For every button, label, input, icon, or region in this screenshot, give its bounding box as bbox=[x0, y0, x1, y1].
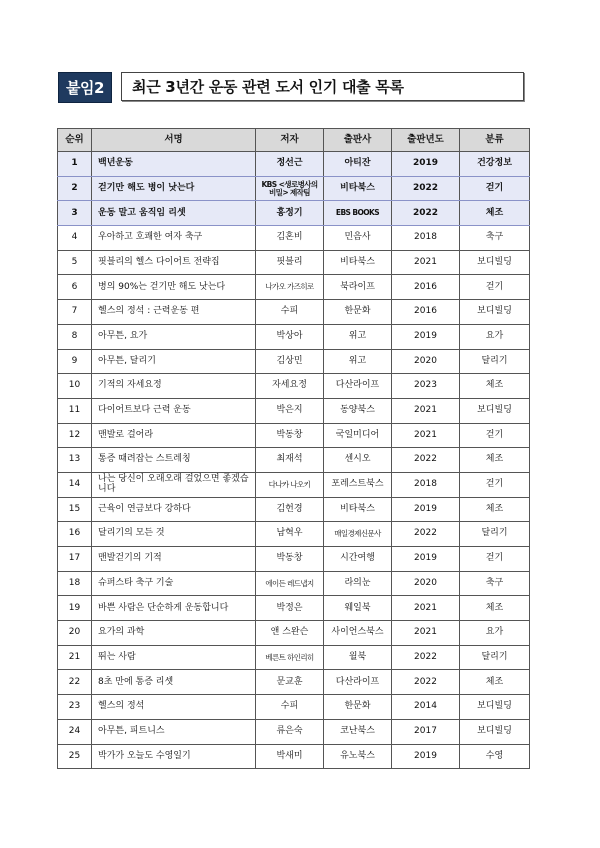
cell-publisher: 사이언스북스 bbox=[324, 621, 392, 646]
cell-title: 요가의 과학 bbox=[92, 621, 256, 646]
cell-year: 2019 bbox=[392, 324, 460, 349]
table-row bbox=[58, 300, 530, 325]
cell-publisher: 비타북스 bbox=[324, 250, 392, 275]
table-row bbox=[58, 744, 530, 769]
cell-author: 박동창 bbox=[256, 423, 324, 448]
attachment-badge: 붙임2 bbox=[58, 72, 112, 103]
cell-rank: 20 bbox=[58, 621, 92, 646]
cell-publisher: 라의눈 bbox=[324, 571, 392, 596]
cell-category: 보디빌딩 bbox=[460, 695, 530, 720]
cell-publisher: 비타북스 bbox=[324, 176, 392, 201]
cell-publisher: 아티잔 bbox=[324, 152, 392, 177]
cell-rank: 6 bbox=[58, 275, 92, 300]
cell-year: 2022 bbox=[392, 176, 460, 201]
table-row bbox=[58, 621, 530, 646]
cell-title: 백년운동 bbox=[92, 152, 256, 177]
cell-rank: 25 bbox=[58, 744, 92, 769]
cell-author: 박정은 bbox=[256, 596, 324, 621]
cell-category: 걷기 bbox=[460, 547, 530, 572]
cell-rank: 12 bbox=[58, 423, 92, 448]
cell-author: 다나카 나오키 bbox=[256, 472, 324, 497]
cell-rank: 7 bbox=[58, 300, 92, 325]
cell-rank: 10 bbox=[58, 374, 92, 399]
cell-category: 건강정보 bbox=[460, 152, 530, 177]
table-row bbox=[58, 374, 530, 399]
cell-publisher: 동양북스 bbox=[324, 398, 392, 423]
cell-year: 2016 bbox=[392, 300, 460, 325]
cell-year: 2021 bbox=[392, 250, 460, 275]
cell-author: 자세요정 bbox=[256, 374, 324, 399]
cell-rank: 17 bbox=[58, 547, 92, 572]
table-row bbox=[58, 201, 530, 226]
cell-rank: 11 bbox=[58, 398, 92, 423]
col-header-rank: 순위 bbox=[58, 129, 92, 152]
cell-category: 체조 bbox=[460, 201, 530, 226]
cell-year: 2016 bbox=[392, 275, 460, 300]
cell-rank: 22 bbox=[58, 670, 92, 695]
cell-author: 나가오 가즈히로 bbox=[256, 275, 324, 300]
cell-category: 체조 bbox=[460, 448, 530, 473]
cell-publisher: 시간여행 bbox=[324, 547, 392, 572]
cell-year: 2022 bbox=[392, 670, 460, 695]
cell-title: 뛰는 사람 bbox=[92, 645, 256, 670]
cell-publisher: 민음사 bbox=[324, 226, 392, 251]
cell-category: 체조 bbox=[460, 596, 530, 621]
table-row bbox=[58, 695, 530, 720]
cell-category: 보디빌딩 bbox=[460, 398, 530, 423]
cell-publisher: 유노북스 bbox=[324, 744, 392, 769]
cell-category: 달리기 bbox=[460, 645, 530, 670]
cell-category: 축구 bbox=[460, 571, 530, 596]
cell-author: 김상민 bbox=[256, 349, 324, 374]
table-row bbox=[58, 275, 530, 300]
cell-rank: 16 bbox=[58, 522, 92, 547]
table-row bbox=[58, 645, 530, 670]
cell-title: 박가가 오늘도 수영일기 bbox=[92, 744, 256, 769]
col-header-category: 분류 bbox=[460, 129, 530, 152]
cell-rank: 18 bbox=[58, 571, 92, 596]
col-header-author: 저자 bbox=[256, 129, 324, 152]
cell-publisher: 포레스트북스 bbox=[324, 472, 392, 497]
cell-title: 통증 때려잡는 스트레칭 bbox=[92, 448, 256, 473]
cell-publisher: 웨일북 bbox=[324, 596, 392, 621]
cell-year: 2018 bbox=[392, 226, 460, 251]
cell-year: 2017 bbox=[392, 719, 460, 744]
cell-author: 문교훈 bbox=[256, 670, 324, 695]
cell-publisher: 비타북스 bbox=[324, 497, 392, 522]
cell-rank: 9 bbox=[58, 349, 92, 374]
cell-publisher: 북라이프 bbox=[324, 275, 392, 300]
cell-title: 우아하고 호쾌한 여자 축구 bbox=[92, 226, 256, 251]
cell-publisher: 다산라이프 bbox=[324, 374, 392, 399]
cell-title: 아무튼, 달리기 bbox=[92, 349, 256, 374]
cell-year: 2021 bbox=[392, 423, 460, 448]
cell-author: 수피 bbox=[256, 300, 324, 325]
cell-category: 체조 bbox=[460, 670, 530, 695]
cell-year: 2020 bbox=[392, 349, 460, 374]
cell-author: 류은숙 bbox=[256, 719, 324, 744]
table-row bbox=[58, 324, 530, 349]
table-row bbox=[58, 472, 530, 497]
table-row bbox=[58, 547, 530, 572]
cell-year: 2021 bbox=[392, 596, 460, 621]
table-header-row bbox=[58, 129, 530, 152]
cell-author: 박새미 bbox=[256, 744, 324, 769]
cell-title: 아무튼, 피트니스 bbox=[92, 719, 256, 744]
cell-category: 체조 bbox=[460, 374, 530, 399]
cell-title: 다이어트보다 근력 운동 bbox=[92, 398, 256, 423]
table-row bbox=[58, 670, 530, 695]
cell-title: 8초 만에 통증 리셋 bbox=[92, 670, 256, 695]
cell-author: 김헌경 bbox=[256, 497, 324, 522]
cell-author: 수피 bbox=[256, 695, 324, 720]
cell-publisher: 윌북 bbox=[324, 645, 392, 670]
cell-rank: 13 bbox=[58, 448, 92, 473]
cell-author: 정선근 bbox=[256, 152, 324, 177]
cell-year: 2018 bbox=[392, 472, 460, 497]
cell-title: 맨발걷기의 기적 bbox=[92, 547, 256, 572]
book-table bbox=[57, 128, 530, 769]
cell-author: 박동창 bbox=[256, 547, 324, 572]
cell-author: 홍정기 bbox=[256, 201, 324, 226]
cell-title: 나는 당신이 오래오래 걸었으면 좋겠습니다 bbox=[92, 472, 256, 497]
cell-publisher: 매일경제신문사 bbox=[324, 522, 392, 547]
cell-title: 근육이 연금보다 강하다 bbox=[92, 497, 256, 522]
cell-author: 베른트 하인리히 bbox=[256, 645, 324, 670]
cell-category: 요가 bbox=[460, 621, 530, 646]
cell-author: 에이든 레드냅지 bbox=[256, 571, 324, 596]
cell-category: 걷기 bbox=[460, 423, 530, 448]
table-row bbox=[58, 571, 530, 596]
table-row bbox=[58, 719, 530, 744]
cell-rank: 8 bbox=[58, 324, 92, 349]
col-header-publisher: 출판사 bbox=[324, 129, 392, 152]
col-header-title: 서명 bbox=[92, 129, 256, 152]
cell-title: 달리기의 모든 것 bbox=[92, 522, 256, 547]
cell-category: 달리기 bbox=[460, 349, 530, 374]
page-title: 최근 3년간 운동 관련 도서 인기 대출 목록 bbox=[121, 72, 524, 101]
cell-publisher: 다산라이프 bbox=[324, 670, 392, 695]
table-row bbox=[58, 596, 530, 621]
cell-publisher: 위고 bbox=[324, 324, 392, 349]
cell-title: 병의 90%는 걷기만 해도 낫는다 bbox=[92, 275, 256, 300]
cell-publisher: 국일미디어 bbox=[324, 423, 392, 448]
cell-title: 맨발로 걸어라 bbox=[92, 423, 256, 448]
cell-rank: 21 bbox=[58, 645, 92, 670]
cell-rank: 19 bbox=[58, 596, 92, 621]
cell-year: 2023 bbox=[392, 374, 460, 399]
table-row bbox=[58, 423, 530, 448]
cell-author: 핏블리 bbox=[256, 250, 324, 275]
col-header-year: 출판년도 bbox=[392, 129, 460, 152]
cell-title: 헬스의 정석 : 근력운동 편 bbox=[92, 300, 256, 325]
section-header bbox=[58, 72, 524, 102]
cell-title: 걷기만 해도 병이 낫는다 bbox=[92, 176, 256, 201]
cell-year: 2020 bbox=[392, 571, 460, 596]
cell-author: 박은지 bbox=[256, 398, 324, 423]
cell-year: 2014 bbox=[392, 695, 460, 720]
cell-year: 2019 bbox=[392, 547, 460, 572]
cell-category: 걷기 bbox=[460, 472, 530, 497]
cell-rank: 24 bbox=[58, 719, 92, 744]
table-row bbox=[58, 152, 530, 177]
cell-year: 2019 bbox=[392, 744, 460, 769]
cell-rank: 23 bbox=[58, 695, 92, 720]
cell-title: 바쁜 사람은 단순하게 운동합니다 bbox=[92, 596, 256, 621]
cell-category: 달리기 bbox=[460, 522, 530, 547]
cell-rank: 1 bbox=[58, 152, 92, 177]
cell-year: 2022 bbox=[392, 522, 460, 547]
cell-author: 박상아 bbox=[256, 324, 324, 349]
cell-category: 체조 bbox=[460, 497, 530, 522]
cell-year: 2021 bbox=[392, 398, 460, 423]
cell-year: 2019 bbox=[392, 152, 460, 177]
cell-publisher: 한문화 bbox=[324, 300, 392, 325]
cell-author: KBS <생로병사의 비밀> 제작팀 bbox=[256, 176, 324, 201]
cell-author: 남혁우 bbox=[256, 522, 324, 547]
cell-title: 운동 말고 움직임 리셋 bbox=[92, 201, 256, 226]
cell-title: 아무튼, 요가 bbox=[92, 324, 256, 349]
table-row bbox=[58, 448, 530, 473]
cell-publisher: EBS BOOKS bbox=[324, 201, 392, 226]
cell-author: 김혼비 bbox=[256, 226, 324, 251]
table-body bbox=[58, 152, 530, 769]
table-row bbox=[58, 250, 530, 275]
cell-year: 2022 bbox=[392, 645, 460, 670]
cell-author: 최재석 bbox=[256, 448, 324, 473]
cell-publisher: 코난북스 bbox=[324, 719, 392, 744]
cell-year: 2022 bbox=[392, 448, 460, 473]
cell-year: 2019 bbox=[392, 497, 460, 522]
cell-publisher: 한문화 bbox=[324, 695, 392, 720]
cell-rank: 2 bbox=[58, 176, 92, 201]
cell-title: 핏블리의 헬스 다이어트 전략집 bbox=[92, 250, 256, 275]
cell-title: 슈퍼스타 축구 기술 bbox=[92, 571, 256, 596]
cell-category: 보디빌딩 bbox=[460, 719, 530, 744]
cell-author: 앤 스완슨 bbox=[256, 621, 324, 646]
cell-rank: 14 bbox=[58, 472, 92, 497]
table-row bbox=[58, 226, 530, 251]
cell-category: 축구 bbox=[460, 226, 530, 251]
table-row bbox=[58, 349, 530, 374]
cell-category: 수영 bbox=[460, 744, 530, 769]
cell-publisher: 센시오 bbox=[324, 448, 392, 473]
cell-category: 보디빌딩 bbox=[460, 300, 530, 325]
table-row bbox=[58, 497, 530, 522]
cell-category: 요가 bbox=[460, 324, 530, 349]
cell-publisher: 위고 bbox=[324, 349, 392, 374]
table-row bbox=[58, 176, 530, 201]
cell-title: 헬스의 정석 bbox=[92, 695, 256, 720]
cell-year: 2022 bbox=[392, 201, 460, 226]
cell-year: 2021 bbox=[392, 621, 460, 646]
cell-category: 보디빌딩 bbox=[460, 250, 530, 275]
table-row bbox=[58, 522, 530, 547]
cell-rank: 3 bbox=[58, 201, 92, 226]
cell-rank: 15 bbox=[58, 497, 92, 522]
cell-title: 기적의 자세요정 bbox=[92, 374, 256, 399]
cell-category: 걷기 bbox=[460, 176, 530, 201]
cell-rank: 5 bbox=[58, 250, 92, 275]
table-row bbox=[58, 398, 530, 423]
cell-category: 걷기 bbox=[460, 275, 530, 300]
cell-rank: 4 bbox=[58, 226, 92, 251]
